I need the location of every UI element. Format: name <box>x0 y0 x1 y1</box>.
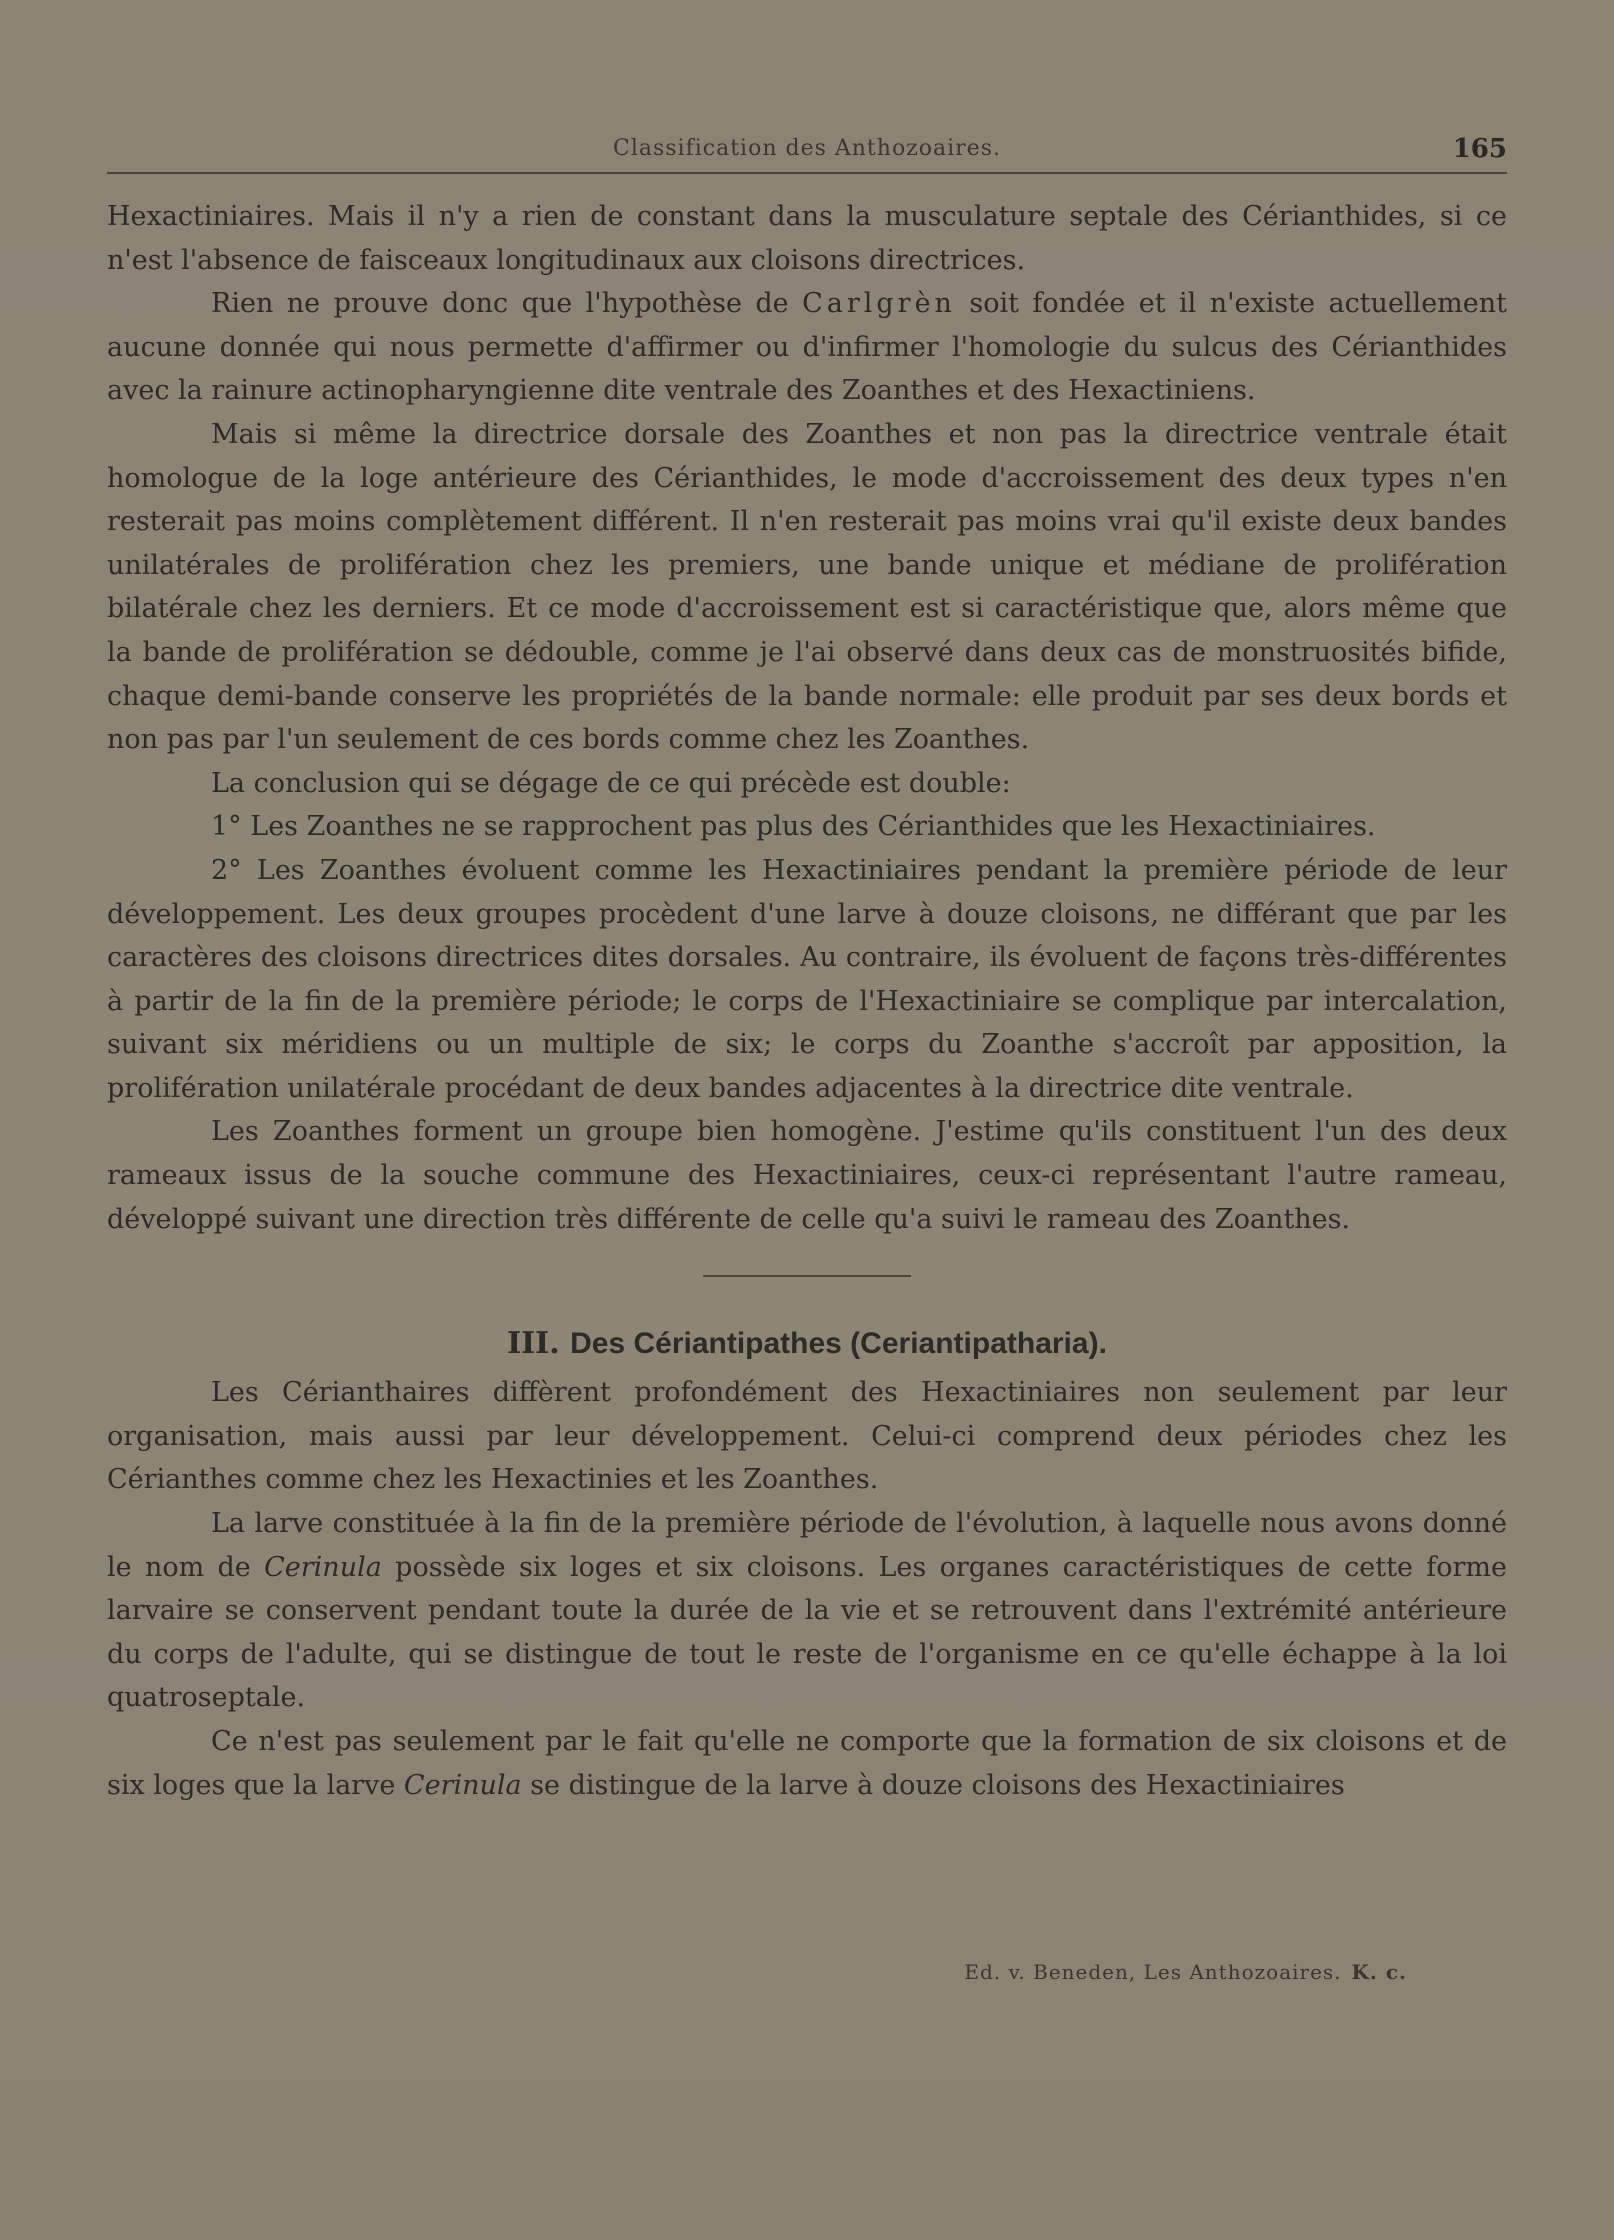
author-name: Carlgrèn <box>802 288 956 320</box>
paragraph: Mais si même la directrice dorsale des Zoanthes et non pas la directrice ventrale était homologue de la loge antérieure des Cérianthides, le mode d'accroissement des deux types n'en resterait pas moins complètement différent. Il n'en resterait pas moins vrai qu'il existe deux bandes unilatérales de prolifération chez les premiers, une bande unique et médiane de prolifération bilatérale chez les derniers. Et ce mode d'accroissement est si caractéristique que, alors même que la bande de prolifération se dédouble, comme je l'ai observé dans deux cas de monstruosités bifide, chaque demi-bande conserve les propriétés de la bande normale: elle produit par ses deux bords et non pas par l'un seulement de ces bords comme chez les Zoanthes. <box>107 418 1507 756</box>
taxon-term: Cerinula <box>403 1769 522 1801</box>
paragraph-text: Rien ne prouve donc que l'hypothèse de <box>211 288 803 320</box>
paragraph <box>107 1720 1507 1807</box>
page-number: 165 <box>1452 134 1507 164</box>
footer-sheet-mark: K. c. <box>1351 1960 1407 1984</box>
paragraph: La conclusion qui se dégage de ce qui précède est double: <box>211 767 1011 799</box>
body-text <box>107 195 1507 1807</box>
paragraph <box>107 1502 1507 1720</box>
paragraph-text: Ce n'est pas seulement par le fait qu'elle ne comporte que la formation de six cloisons et de six loges que la larve <box>107 1726 1507 1801</box>
section-heading <box>107 1321 1507 1367</box>
footer-text: Ed. v. Beneden, Les Anthozoaires. <box>964 1960 1342 1984</box>
paragraph-text: La larve constituée à la fin de la première période de l'évolution, à laquelle nous avons donné le nom de <box>107 1508 1507 1583</box>
paragraph: 1° Les Zoanthes ne se rapprochent pas plus des Cérianthides que les Hexactiniaires. <box>211 811 1376 843</box>
paragraph: Les Cérianthaires diffèrent profondément des Hexactiniaires non seulement par leur organisation, mais aussi par leur développement. Celui-ci comprend deux périodes chez les Cérianthes comme chez les Hexactinies et les Zoanthes. <box>107 1377 1507 1496</box>
taxon-term: Cerinula <box>264 1551 382 1583</box>
running-head <box>107 132 1507 174</box>
paragraph <box>107 282 1507 413</box>
paragraph: Hexactiniaires. Mais il n'y a rien de constant dans la musculature septale des Cérianthides, si ce n'est l'absence de faisceaux longitudinaux aux cloisons directrices. <box>107 201 1507 276</box>
footer-signature <box>107 1960 1407 1984</box>
paragraph: 2° Les Zoanthes évoluent comme les Hexactiniaires pendant la première période de leur développement. Les deux groupes procèdent d'une larve à douze cloisons, ne différant que par les caractères des cloisons directrices dites dorsales. Au contraire, ils évoluent de façons très-différentes à partir de la fin de la première période; le corps de l'Hexactiniaire se complique par intercalation, suivant six méridiens ou un multiple de six; le corps du Zoanthe s'accroît par apposition, la prolifération unilatérale procédant de deux bandes adjacentes à la directrice dite ventrale. <box>107 854 1507 1104</box>
section-title: Des Cériantipathes (Ceriantipatharia). <box>570 1327 1107 1361</box>
paragraph-text: possède six loges et six cloisons. Les organes caractéristiques de cette forme larvaire se conservent pendant toute la durée de la vie et se retrouvent dans l'extrémité antérieure du corps de l'adulte, qui se distingue de tout le reste de l'organisme en ce qu'elle échappe à la loi quatroseptale. <box>107 1551 1508 1714</box>
paragraph-text: soit fondée et il n'existe actuellement aucune donnée qui nous permette d'affirmer ou d'infirmer l'homologie du sulcus des Cérianthides avec la rainure actinopharyngienne dite ventrale des Zoanthes et des Hexactiniens. <box>107 288 1507 407</box>
running-head-title: Classification des Anthozoaires. <box>612 136 1001 161</box>
section-divider <box>703 1275 911 1277</box>
section-number: III. <box>507 1326 560 1362</box>
paragraph: Les Zoanthes forment un groupe bien homogène. J'estime qu'ils constituent l'un des deux rameaux issus de la souche commune des Hexactiniaires, ceux-ci représentant l'autre rameau, développé suivant une direction très différente de celle qu'a suivi le rameau des Zoanthes. <box>107 1116 1507 1235</box>
paragraph-text: se distingue de la larve à douze cloisons des Hexactiniaires <box>521 1769 1345 1801</box>
